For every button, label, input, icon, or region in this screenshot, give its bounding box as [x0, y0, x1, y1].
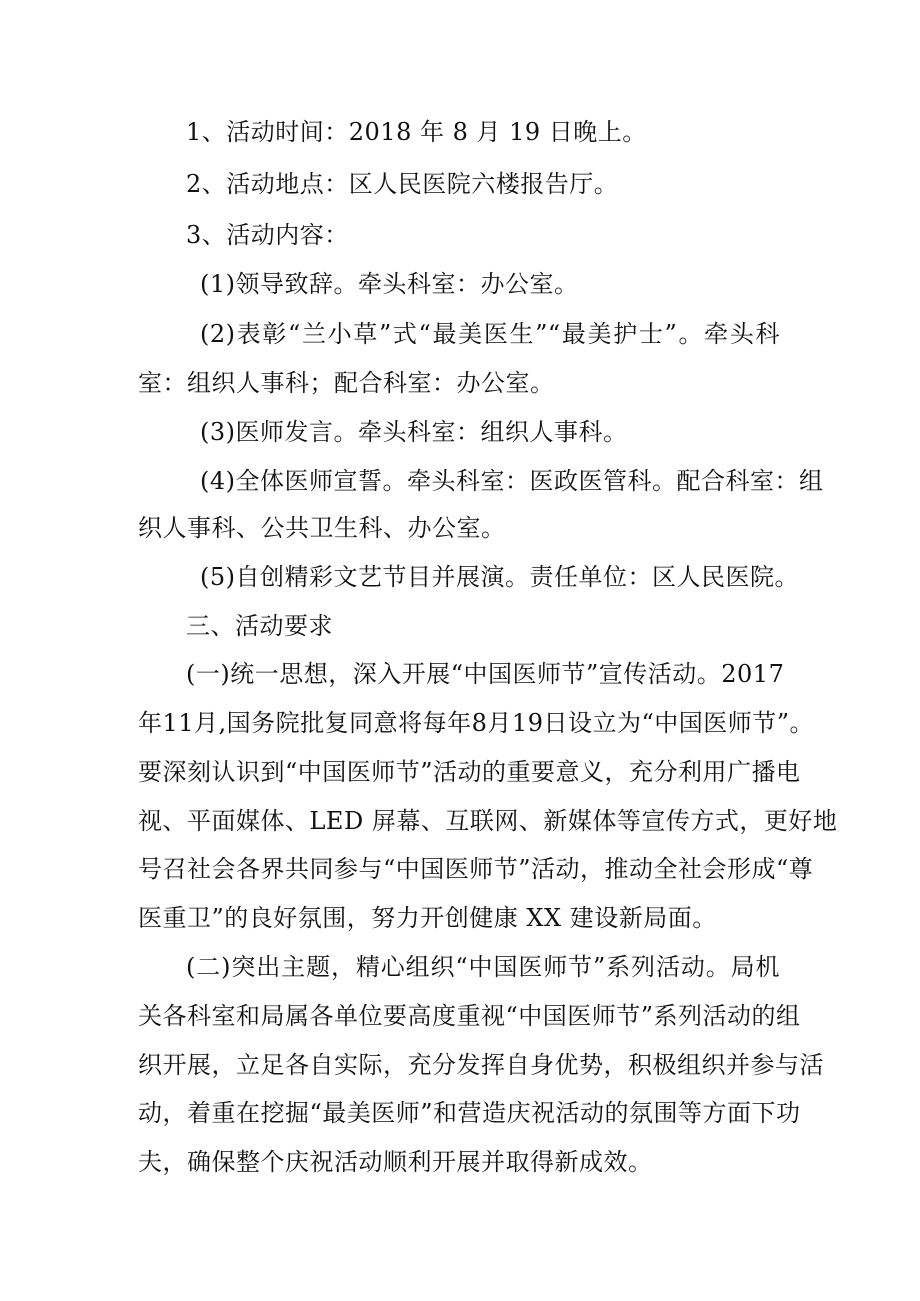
requirement-2-text-4: 动，着重在挖掘“最美医师”和营造庆祝活动的氛围等方面下功: [138, 1099, 801, 1127]
requirement-1-line-3: [0, 757, 920, 787]
requirement-2-text-3: 织开展，立足各自实际，充分发挥自身优势，积极组织并参与活: [138, 1051, 824, 1079]
activity-time-line: 1、活动时间：2018 年 8 月 19 日晚上。: [186, 118, 647, 146]
requirement-1-text-4: 视、平面媒体、LED 屏幕、互联网、新媒体等宣传方式，更好地: [138, 807, 838, 835]
content-item-4-line-2: 织人事科、公共卫生科、办公室。: [138, 514, 506, 542]
activity-location-line: 2、活动地点：区人民医院六楼报告厅。: [186, 170, 619, 198]
requirement-1-line-4: [0, 806, 920, 836]
content-item-2-line-2: 室：组织人事科；配合科室：办公室。: [138, 369, 555, 397]
requirement-1-line-1: [0, 659, 920, 689]
requirement-1-line-2: [0, 708, 920, 738]
requirement-1-text-3: 要深刻认识到“中国医师节”活动的重要意义，充分利用广播电: [138, 758, 801, 786]
requirement-2-line-5: 夫，确保整个庆祝活动顺利开展并取得新成效。: [138, 1148, 653, 1176]
content-item-5: (5)自创精彩文艺节目并展演。责任单位：区人民医院。: [200, 563, 799, 591]
content-item-2-text-1: (2)表彰“兰小草”式“最美医生”“最美护士”。牵头科: [200, 320, 780, 348]
content-item-2-line-1: [0, 319, 920, 349]
requirement-2-line-1: [0, 952, 920, 982]
requirement-1-text-1: (一)统一思想，深入开展“中国医师节”宣传活动。2017: [186, 660, 785, 688]
content-item-1: (1)领导致辞。牵头科室：办公室。: [200, 270, 579, 298]
requirement-1-text-2: 年11月,国务院批复同意将每年8月19日设立为“中国医师节”。: [138, 709, 815, 737]
requirement-2-line-2: [0, 1001, 920, 1031]
content-item-3: (3)医师发言。牵头科室：组织人事科。: [200, 418, 628, 446]
content-item-4-text-1: (4)全体医师宣誓。牵头科室：医政医管科。配合科室：组: [200, 467, 824, 495]
requirement-1-line-6: 医重卫”的良好氛围，努力开创健康 XX 建设新局面。: [138, 904, 717, 932]
requirement-2-line-4: [0, 1098, 920, 1128]
requirement-1-line-5: [0, 854, 920, 884]
content-item-4-line-1: [0, 466, 920, 496]
section-heading-requirements: 三、活动要求: [186, 612, 333, 640]
requirement-1-text-5: 号召社会各界共同参与“中国医师节”活动，推动全社会形成“尊: [138, 855, 814, 883]
requirement-2-text-1: (二)突出主题，精心组织“中国医师节”系列活动。局机: [186, 953, 780, 981]
activity-content-heading: 3、活动内容：: [186, 221, 349, 249]
requirement-2-text-2: 关各科室和局属各单位要高度重视“中国医师节”系列活动的组: [138, 1002, 801, 1030]
requirement-2-line-3: [0, 1050, 920, 1080]
